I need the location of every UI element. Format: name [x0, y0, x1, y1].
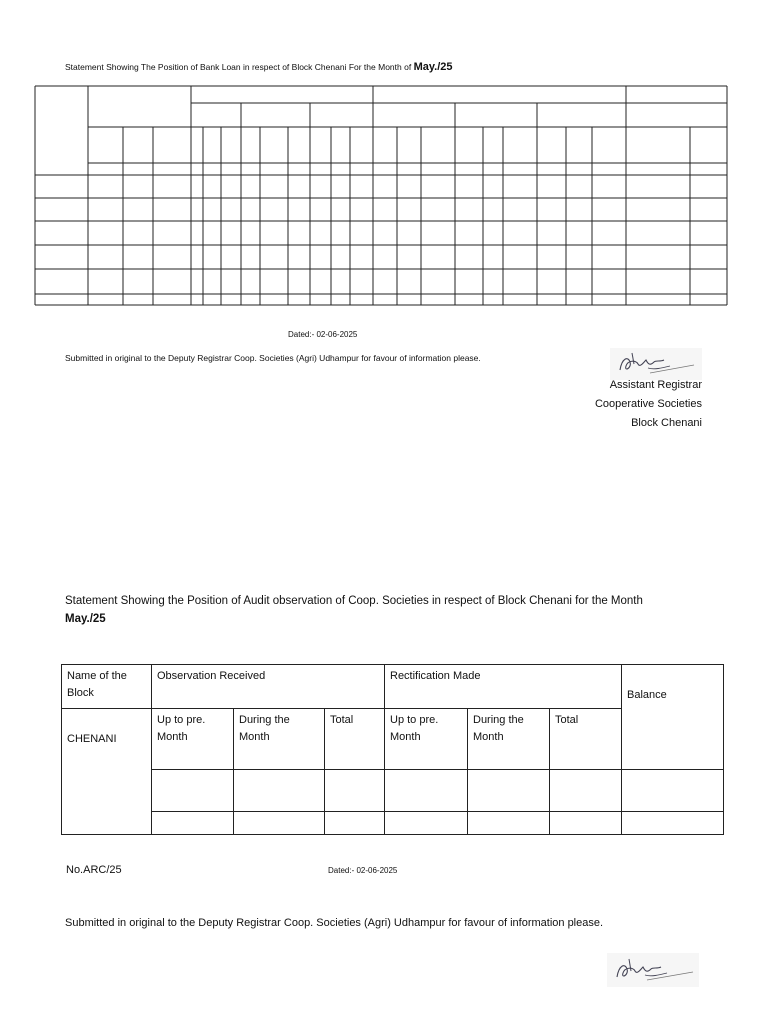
table-cell	[622, 770, 724, 812]
audit-statement-title	[65, 592, 705, 628]
table-cell	[468, 812, 550, 835]
loan-statement-month: May./25	[413, 61, 453, 73]
table-cell	[468, 770, 550, 812]
signatory-block	[595, 376, 702, 433]
table-cell	[325, 770, 385, 812]
table-cell	[550, 770, 622, 812]
header-observation-received: Observation Received	[152, 665, 385, 709]
table-cell	[325, 812, 385, 835]
loan-statement-grid	[0, 0, 768, 320]
table-row	[62, 812, 724, 835]
audit-statement-submission-note: Submitted in original to the Deputy Registrar Coop. Societies (Agri) Udhampur for favour of information please.	[65, 917, 604, 929]
audit-statement-title-text: Statement Showing the Position of Audit observation of Coop. Societies in respect of Block Chenani for the Month	[65, 595, 643, 607]
audit-observation-table	[61, 664, 724, 835]
header-rect-upto-pre-month: Up to pre. Month	[385, 709, 468, 770]
loan-statement-title-text: Statement Showing The Position of Bank Loan in respect of Block Chenani For the Month of	[65, 62, 412, 72]
audit-statement-month: May./25	[65, 613, 106, 625]
header-balance: Balance	[622, 665, 724, 770]
table-cell	[234, 770, 325, 812]
signatory-department: Cooperative Societies	[594, 398, 702, 410]
reference-number: No.ARC/25	[66, 864, 122, 876]
table-cell	[622, 812, 724, 835]
header-rect-during-month: During the Month	[468, 709, 550, 770]
header-name-of-block: Name of the Block	[62, 665, 152, 709]
table-row	[62, 770, 724, 812]
table-cell	[152, 770, 234, 812]
header-obs-during-month: During the Month	[234, 709, 325, 770]
loan-statement-submission-note: Submitted in original to the Deputy Registrar Coop. Societies (Agri) Udhampur for favour of information please.	[65, 353, 481, 363]
signature-image	[607, 953, 699, 987]
table-cell	[385, 812, 468, 835]
header-obs-upto-pre-month: Up to pre. Month	[152, 709, 234, 770]
header-obs-total: Total	[325, 709, 385, 770]
audit-statement-date: Dated:- 02-06-2025	[328, 866, 398, 875]
table-cell	[550, 812, 622, 835]
loan-statement-date: Dated:- 02-06-2025	[288, 330, 358, 339]
header-rectification-made: Rectification Made	[385, 665, 622, 709]
header-rect-total: Total	[550, 709, 622, 770]
block-name-cell: CHENANI	[62, 709, 152, 835]
signatory-title: Assistant Registrar	[609, 379, 702, 391]
table-cell	[234, 812, 325, 835]
table-cell	[385, 770, 468, 812]
signatory-block-name: Block Chenani	[631, 417, 702, 429]
table-cell	[152, 812, 234, 835]
